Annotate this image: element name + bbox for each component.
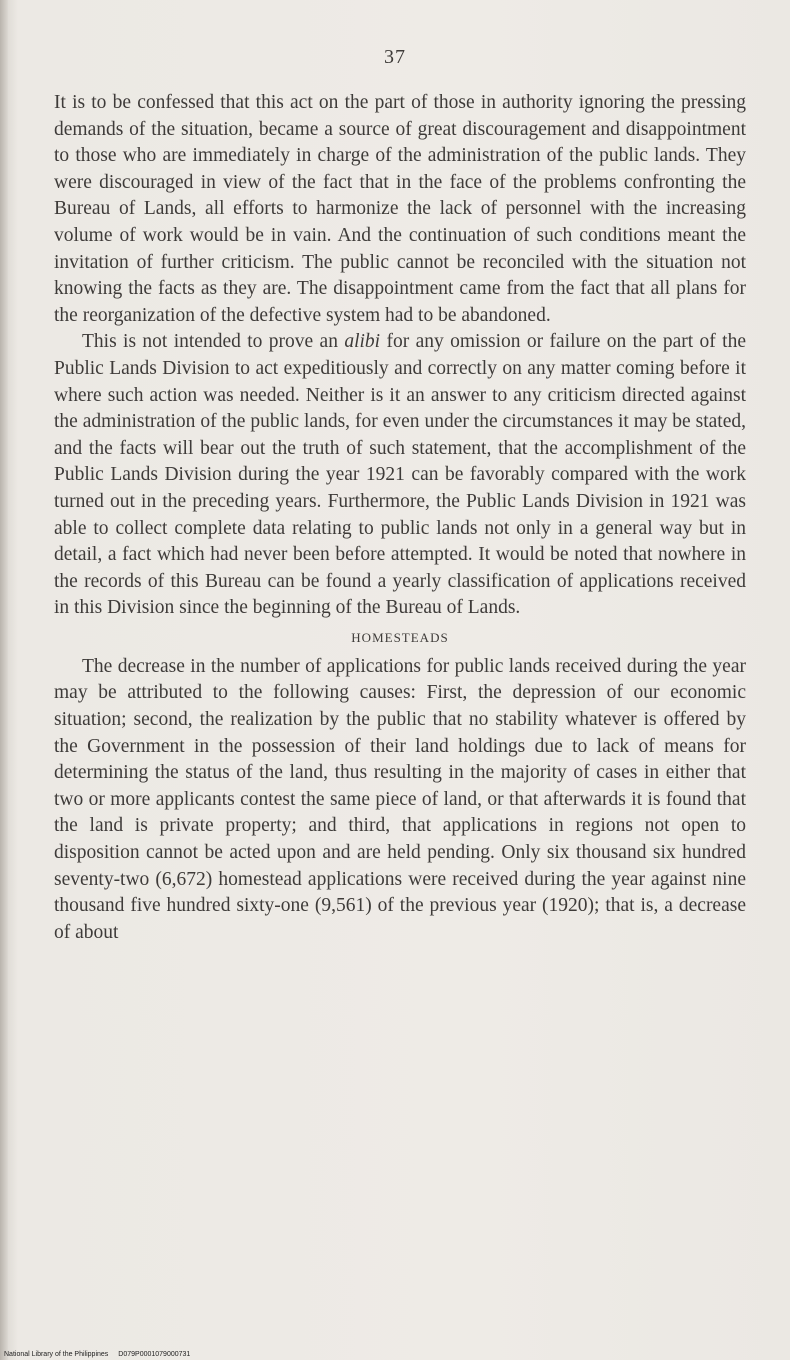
paragraph-2-italic-word: alibi [344, 331, 381, 353]
footer-credit [4, 1351, 200, 1358]
book-spine-shadow [0, 0, 8, 1360]
paragraph-2 [54, 329, 746, 622]
paragraph-2-text-start: This is not intended to prove an [82, 331, 345, 353]
paragraph-2-text-end: for any omission or failure on the part of the Public Lands Division to act expeditiously and correctly on any matter coming before it where such action was needed. Neither is it an answer to any criticism directed against the administration of the public lands, for even under the circumstances it may be stated, and the facts will bear out the truth of such statement, that the accomplishment of the Public Lands Division during the year 1921 can be favorably compared with the work turned out in the preceding years. Furthermore, the Public Lands Division in 1921 was able to collect complete data relating to public lands not only in a general way but in detail, a fact which had never been before attempted. It would be noted that nowhere in the records of this Bureau can be found a yearly classification of applications received in this Division since the beginning of the Bureau of Lands. [54, 331, 746, 619]
footer-library: National Library of the Philippines [4, 1351, 109, 1358]
body-text [54, 90, 746, 946]
section-heading: HOMESTEADS [351, 629, 449, 645]
page-number: 37 [384, 46, 406, 68]
footer-code: D079P0001079000731 [118, 1351, 191, 1358]
paragraph-3: The decrease in the number of applications for public lands received during the year may be attributed to the following causes: First, the depression of our economic situation; second, the realization by the public that no stability whatever is offered by the Government in the possession of their land holdings due to lack of means for determining the status of the land, thus resulting in the majority of cases in either that two or more applicants contest the same piece of land, or that afterwards it is found that the land is private property; and third, that applications in regions not open to disposition cannot be acted upon and are held pending. Only six thousand six hundred seventy-two (6,672) homestead applications were received during the year against nine thousand five hundred sixty-one (9,561) of the previous year (1920); that is, a decrease of about [54, 655, 746, 943]
paragraph-1: It is to be confessed that this act on the part of those in authority ignoring the pressing demands of the situation, became a source of great discouragement and disappointment to those who are immediately in charge of the administration of the public lands. They were discouraged in view of the fact that in the face of the problems confronting the Bureau of Lands, all efforts to harmonize the lack of personnel with the increasing volume of work would be in vain. And the continuation of such conditions meant the invitation of further criticism. The public cannot be reconciled with the situation not knowing the facts as they are. The disappointment came from the fact that all plans for the reorganization of the defective system had to be abandoned. [54, 92, 746, 326]
